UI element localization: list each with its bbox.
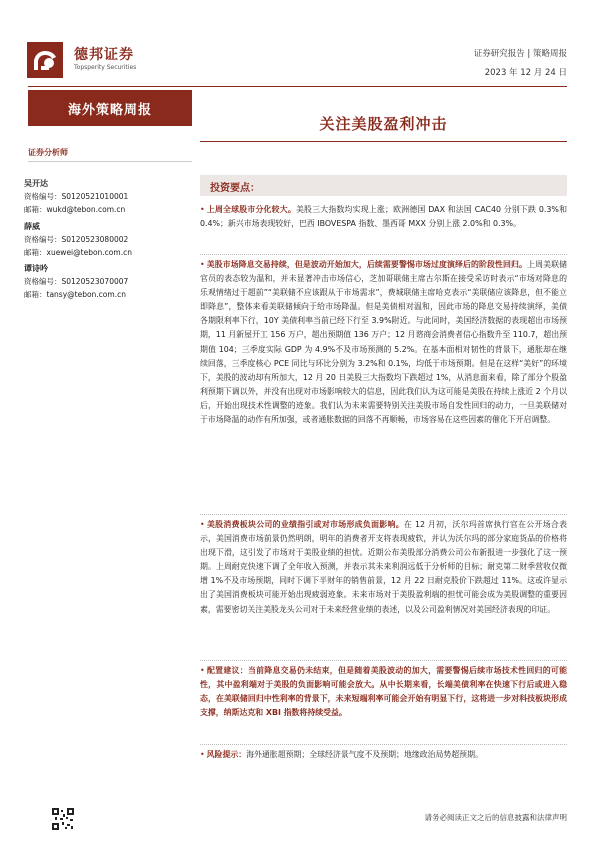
brand-name-en: Topsperity Securities: [74, 64, 137, 71]
key-point-paragraph: [200, 748, 567, 762]
analyst-email[interactable]: xuewei@tebon.com.cn: [46, 248, 132, 257]
disclaimer-footer: 请务必阅读正文之后的信息披露和法律声明: [424, 813, 567, 822]
analyst-card: [24, 262, 194, 301]
key-point-paragraph: [200, 203, 567, 231]
key-point-lead: 美股市场降息交易持续，但是波动开始加大，后续需要警惕市场过度演绎后的阶段性回归。: [206, 260, 528, 269]
analyst-cert-row: 资格编号：S0120521010001: [24, 192, 129, 201]
key-point-paragraph: [200, 664, 567, 720]
header-divider: [28, 86, 567, 87]
analyst-name: 吴开达: [24, 179, 48, 188]
report-date: 2023 年 12 月 24 日: [484, 68, 567, 78]
key-point-body: 海外通胀超预期；全球经济景气度不及预期；地缘政治局势超预期。: [246, 750, 483, 759]
brand-name-cn: 德邦证券: [74, 47, 134, 63]
tebon-logo-icon: [27, 42, 63, 78]
analyst-email-row: 邮箱：wukd@tebon.com.cn: [24, 205, 126, 214]
paragraph-divider: [200, 254, 567, 255]
analyst-name: 薛威: [24, 222, 40, 231]
title-divider: [200, 141, 567, 142]
report-title: 关注美股盈利冲击: [319, 115, 448, 133]
key-point-body: 上周美联储官员的表态较为温和，并未显著冲击市场信心，芝加哥联储主席古尔斯在接受采访时表示“市场对降息的乐观情绪过于超前”“美联储不应该跟从于市场需求”，费城联储主席哈克表示“美联储应该降息，但不能立即降息”，整体来看美联储倾向于给市场降温。但是美债相对温和，因此市场的降息交易持续演绎，美债各期限利率下行，10Y 美债利率当前已经下行至 3.9%附近。与此同时，美国经济数据的表现超出市场预期，11 月新屋开工 156 万户，超出预期值 136 万户；12 月谘商会消费者信心指数升至 110.7，超出预期值 104；三季度实际 GDP 为 4.9%不及市场预测的 5.2%。在基本面相对韧性的背景下，通胀却在继续回落，三季度核心 PCE 同比与环比分别为 3.2%和 0.1%，均低于市场预期。但是在这样“美好”的环境下，美股的波动却有所加大，12 月 20 日美股三大指数均下跌超过 1%，从消息面来看，除了部分个股盈利预期下调以外，并没有出现对市场影响较大的信息，因此我们认为这可能是美股在持续上涨近 2 个月以后，开始出现技术性调整的迹象。我们认为未来需要特别关注美股市场自发性回归的动力，一旦美联储对于市场降温的动作有所加强，或者通胀数据的回落不再顺畅，市场容易在这些因素的催化下开启调整。: [200, 260, 567, 425]
paragraph-divider: [200, 744, 567, 745]
key-point-lead: 美股消费板块公司的业绩指引或对市场形成负面影响。: [206, 520, 404, 529]
analyst-section-label: 证券分析师: [28, 148, 68, 157]
analyst-cert: S0120523070007: [61, 277, 129, 286]
key-points-title: 投资要点：: [210, 183, 260, 194]
analyst-card: [24, 177, 194, 216]
key-point-lead: 上周全球股市分化较大。: [206, 205, 296, 214]
analyst-card: [24, 220, 194, 259]
key-point-paragraph: [200, 258, 567, 427]
key-point-body: 美股三大指数均实现上涨；欧洲德国 DAX 和法国 CAC40 分别下跌 0.3%和 0.4%；新兴市场表现较好，巴西 IBOVESPA 指数、墨西哥 MXX 分别上涨 2.0%和 0.3%。: [200, 205, 567, 229]
analyst-email-row: 邮箱：xuewei@tebon.com.cn: [24, 248, 132, 257]
key-point-body: 在 12 月初，沃尔玛首席执行官在公开场合表示，美国消费市场前景仍然明朗，明年的消费者开支将表现疲软，并认为沃尔玛的部分家庭货品的价格将出现下滑，这引发了市场对于美股业绩的担忧。近期公布美股部分消费公司公布新报进一步强化了这一预期。上周耐克快速下调了全年收入预测，并表示其未来利润远低于分析师的目标；耐克第二财季营收仅微增 1%不及市场预期，同时下调下半财年的销售前景，12 月 22 日耐克股价下跌超过 11%。这或许显示出了美国消费板块可能开始出现疲弱迹象。未来市场对于美股盈利端的担忧可能会成为美股调整的重要因素，需要密切关注美股龙头公司对于未来经营业绩的表述，以及公司盈利情况对美国经济表现的印证。: [200, 520, 567, 614]
qr-code-icon: [52, 808, 74, 830]
report-type: 证券研究报告 | 策略周报: [473, 49, 567, 59]
bullet-icon: •: [200, 520, 205, 529]
key-point-lead: 风险提示：: [206, 750, 247, 759]
analyst-cert: S0120523080002: [61, 235, 129, 244]
paragraph-divider: [200, 660, 567, 661]
analyst-cert: S0120521010001: [61, 192, 129, 201]
key-point-lead: 配置建议：当前降息交易仍未结束，但是随着美股波动的加大，需要警惕后续市场技术性回归的可能性，其中盈利端对于美股的负面影响可能会放大。从中长期来看，长端美债利率在快速下行后或进入稳态，在美联储回归中性利率的背景下，未来短端利率可能会开始有明显下行，这将进一步对科技板块形成支撑，纳斯达克和 XBI 指数将持续受益。: [200, 666, 567, 718]
analyst-divider: [28, 161, 192, 162]
bullet-icon: •: [200, 666, 205, 675]
analyst-email[interactable]: wukd@tebon.com.cn: [46, 205, 126, 214]
report-series-banner: 海外策略周报: [28, 90, 192, 126]
analyst-name: 谭诗吟: [24, 264, 48, 273]
bullet-icon: •: [200, 750, 205, 759]
analyst-cert-row: 资格编号：S0120523070007: [24, 277, 129, 286]
analyst-cert-row: 资格编号：S0120523080002: [24, 235, 129, 244]
analyst-email[interactable]: tansy@tebon.com.cn: [46, 290, 126, 299]
key-point-paragraph: [200, 518, 567, 617]
bullet-icon: •: [200, 205, 205, 214]
bullet-icon: •: [200, 260, 205, 269]
paragraph-divider: [200, 514, 567, 515]
analyst-email-row: 邮箱：tansy@tebon.com.cn: [24, 290, 126, 299]
